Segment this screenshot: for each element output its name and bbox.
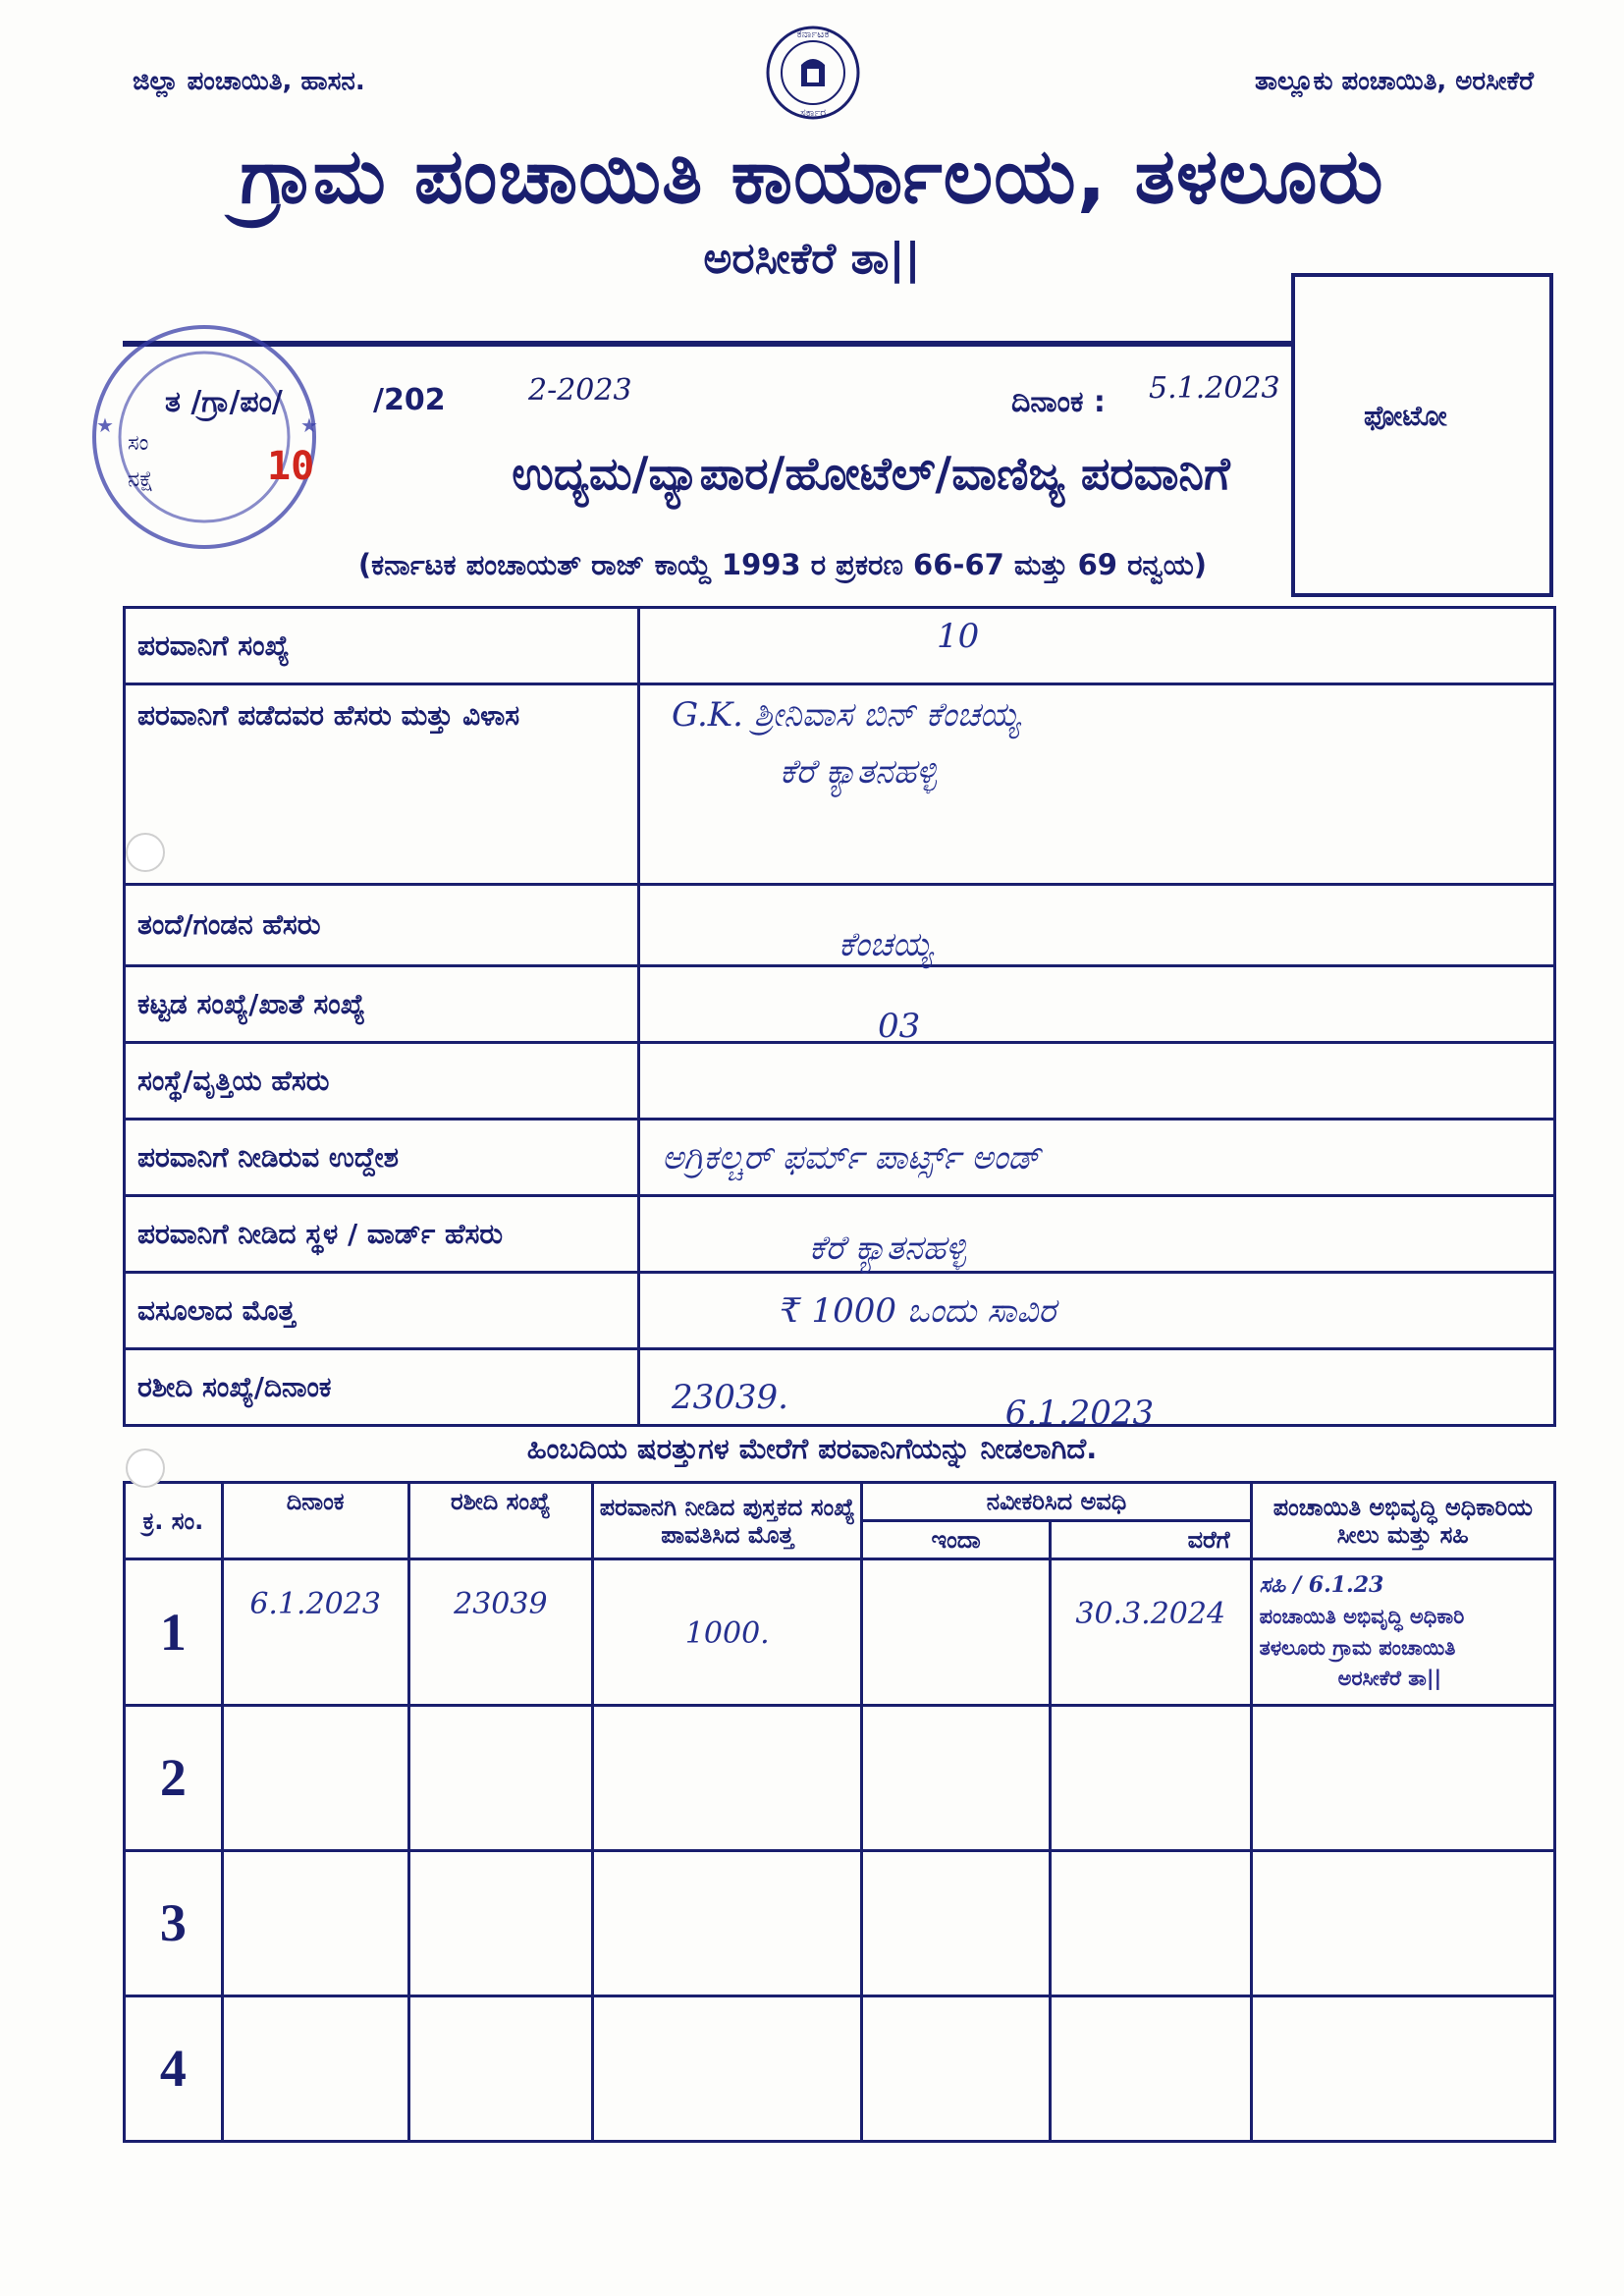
field-label: ವಸೂಲಾದ ಮೊತ್ತ	[125, 1273, 639, 1349]
row-from	[862, 1850, 1050, 1995]
seal-line-1: ಸಂ	[128, 431, 149, 456]
header-officer: ಪಂಚಾಯಿತಿ ಅಭಿವೃದ್ಧಿ ಅಧಿಕಾರಿಯ ಸೀಲು ಮತ್ತು ಸಹಿ	[1251, 1483, 1554, 1559]
field-row-firm-name	[125, 1043, 1555, 1120]
field-row-location	[125, 1196, 1555, 1273]
field-row-holder-name	[125, 684, 1555, 885]
row-amount	[593, 1850, 862, 1995]
field-value: 23039. 6.1.2023	[639, 1349, 1555, 1426]
field-row-purpose	[125, 1120, 1555, 1196]
row-date	[222, 1850, 408, 1995]
field-row-building-number	[125, 966, 1555, 1043]
reference-prefix: ತ /ಗ್ರಾ/ಪಂ/	[165, 385, 283, 419]
row-to: 30.3.2024	[1050, 1559, 1251, 1706]
row-number: 1	[125, 1559, 223, 1706]
row-number: 4	[125, 1995, 223, 2141]
row-receipt: 23039	[408, 1559, 593, 1706]
field-row-father-name	[125, 885, 1555, 966]
act-reference: (ಕರ್ನಾಟಕ ಪಂಚಾಯತ್ ರಾಜ್ ಕಾಯ್ದೆ 1993 ರ ಪ್ರಕರಣ 66-67 ಮತ್ತು 69 ರನ್ವಯ)	[357, 548, 1208, 581]
row-amount: 1000.	[593, 1559, 862, 1706]
row-to	[1050, 1850, 1251, 1995]
field-value: G.K. ಶ್ರೀನಿವಾಸ ಬಿನ್ ಕೆಂಚಯ್ಯ ಕೆರೆ ಕ್ಯಾತನಹಳ್ಳಿ	[639, 684, 1555, 885]
header-receipt: ರಶೀದಿ ಸಂಖ್ಯೆ	[408, 1483, 593, 1559]
field-label: ತಂದೆ/ಗಂಡನ ಹೆಸರು	[125, 885, 639, 966]
row-signature	[1251, 1705, 1554, 1850]
row-date	[222, 1995, 408, 2141]
row-signature	[1251, 1995, 1554, 2141]
svg-text:★: ★	[96, 413, 114, 437]
renewal-table	[123, 1481, 1556, 2143]
row-signature	[1251, 1850, 1554, 1995]
row-number: 3	[125, 1850, 223, 1995]
field-label: ಪರವಾನಿಗೆ ನೀಡಿರುವ ಉದ್ದೇಶ	[125, 1120, 639, 1196]
punch-hole-bottom	[126, 1449, 165, 1488]
seal-number: 10	[267, 444, 315, 489]
row-to	[1050, 1705, 1251, 1850]
date-value: 5.1.2023	[1149, 371, 1280, 406]
field-value: ಅಗ್ರಿಕಲ್ಚರ್ ಫರ್ಮ್ ಪಾರ್ಟ್ಸ್ ಅಂಡ್	[639, 1120, 1555, 1196]
header-sl-no: ಕ್ರ. ಸಂ.	[125, 1483, 223, 1559]
license-details-table	[123, 606, 1556, 1433]
state-emblem	[764, 18, 862, 128]
table-row	[125, 1850, 1555, 1995]
header-to: ವರೆಗೆ	[1050, 1521, 1251, 1559]
row-from	[862, 1559, 1050, 1706]
photo-label: ಫೋಟೋ	[1364, 400, 1447, 432]
field-value: 03	[639, 966, 1555, 1043]
reference-year-handwritten: 2-2023	[528, 373, 632, 408]
header-amount: ಪರವಾನಗಿ ನೀಡಿದ ಪುಸ್ತಕದ ಸಂಖ್ಯೆ ಪಾವತಿಸಿದ ಮೊತ್ತ	[593, 1483, 862, 1559]
row-date: 6.1.2023	[222, 1559, 408, 1706]
row-receipt	[408, 1705, 593, 1850]
reference-year-printed: /202	[373, 383, 446, 417]
office-seal	[67, 304, 371, 579]
field-label: ಸಂಸ್ಥೆ/ವೃತ್ತಿಯ ಹೆಸರು	[125, 1043, 639, 1120]
office-subtitle: ಅರಸೀಕೆರೆ ತಾ||	[703, 234, 921, 284]
office-title: ಗ್ರಾಮ ಪಂಚಾಯಿತಿ ಕಾರ್ಯಾಲಯ, ತಳಲೂರು	[240, 133, 1384, 221]
table-row	[125, 1995, 1555, 2141]
row-date	[222, 1705, 408, 1850]
row-to	[1050, 1995, 1251, 2141]
officer-stamp: ಸಹಿ / 6.1.23 ಪಂಚಾಯಿತಿ ಅಭಿವೃದ್ಧಿ ಅಧಿಕಾರಿ ತಳಲೂರು ಗ್ರಾಮ ಪಂಚಾಯಿತಿ ಅರಸೀಕೆರೆ ತಾ||	[1259, 1572, 1465, 1690]
row-from	[862, 1995, 1050, 2141]
field-label: ಕಟ್ಟಡ ಸಂಖ್ಯೆ/ಖಾತೆ ಸಂಖ್ಯೆ	[125, 966, 639, 1043]
row-receipt	[408, 1995, 593, 2141]
field-value: ಕೆರೆ ಕ್ಯಾತನಹಳ್ಳಿ	[639, 1196, 1555, 1273]
header-period: ನವೀಕರಿಸಿದ ಅವಧಿ	[862, 1483, 1251, 1521]
date-label: ದಿನಾಂಕ :	[1011, 385, 1106, 419]
seal-line-2: ನಕ್ಷೆ	[128, 467, 154, 492]
svg-text:★: ★	[300, 413, 318, 437]
table-row	[125, 1705, 1555, 1850]
field-value	[639, 1043, 1555, 1120]
field-value: ₹ 1000 ಒಂದು ಸಾವಿರ	[639, 1273, 1555, 1349]
field-row-license-number	[125, 608, 1555, 684]
taluk-panchayat: ತಾಲ್ಲೂಕು ಪಂಚಾಯಿತಿ, ಅರಸೀಕೆರೆ	[1255, 67, 1534, 96]
header-date: ದಿನಾಂಕ	[222, 1483, 408, 1559]
license-title: ಉದ್ಯಮ/ವ್ಯಾಪಾರ/ಹೋಟೆಲ್/ವಾಣಿಜ್ಯ ಪರವಾನಿಗೆ	[512, 447, 1230, 500]
field-label: ಪರವಾನಿಗೆ ನೀಡಿದ ಸ್ಥಳ / ವಾರ್ಡ್ ಹೆಸರು	[125, 1196, 639, 1273]
row-from	[862, 1705, 1050, 1850]
row-amount	[593, 1995, 862, 2141]
punch-hole-top	[126, 833, 165, 872]
field-label: ಪರವಾನಿಗೆ ಪಡೆದವರ ಹೆಸರು ಮತ್ತು ವಿಳಾಸ	[125, 684, 639, 885]
row-signature	[1251, 1559, 1554, 1706]
header-from: ಇಂದಾ	[862, 1521, 1050, 1559]
row-number: 2	[125, 1705, 223, 1850]
row-amount	[593, 1705, 862, 1850]
district-panchayat: ಜಿಲ್ಲಾ ಪಂಚಾಯಿತಿ, ಹಾಸನ.	[133, 67, 365, 96]
field-label: ರಶೀದಿ ಸಂಖ್ಯೆ/ದಿನಾಂಕ	[125, 1349, 639, 1426]
field-row-receipt	[125, 1349, 1555, 1426]
field-value: 10	[639, 608, 1555, 684]
field-label: ಪರವಾನಿಗೆ ಸಂಖ್ಯೆ	[125, 608, 639, 684]
emblem-bottom-text: ಸರ್ಕಾರ	[799, 106, 827, 119]
row-receipt	[408, 1850, 593, 1995]
emblem-top-text: ಕರ್ನಾಟಕ	[796, 27, 830, 40]
table-row	[125, 1559, 1555, 1706]
conditions-note: ಹಿಂಬದಿಯ ಷರತ್ತುಗಳ ಮೇರೆಗೆ ಪರವಾನಿಗೆಯನ್ನು ನೀಡಲಾಗಿದೆ.	[526, 1432, 1098, 1465]
field-row-amount	[125, 1273, 1555, 1349]
field-value: ಕೆಂಚಯ್ಯ	[639, 885, 1555, 966]
